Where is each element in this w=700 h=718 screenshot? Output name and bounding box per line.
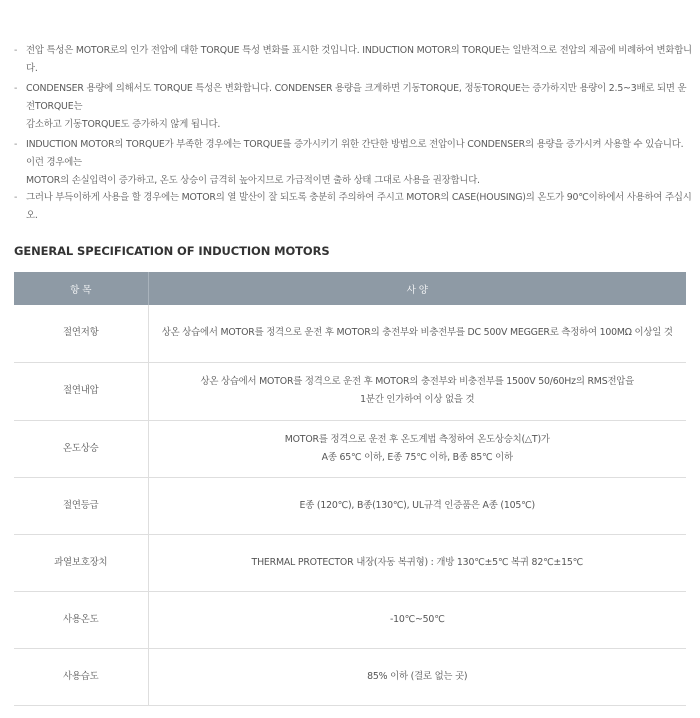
table-row <box>14 362 686 420</box>
row-label: 절연내압 <box>14 362 148 420</box>
row-value-line: 85% 이하 (결로 없는 곳) <box>367 670 468 682</box>
bullet-dash: - <box>14 139 18 150</box>
row-value-line: E종 (120℃), B종(130℃), UL규격 인증품은 A종 (105℃) <box>299 499 535 511</box>
note-text: 전압 특성은 MOTOR로의 인가 전압에 대한 TORQUE 특성 변화를 표시한 것입니다. INDUCTION MOTOR의 TORQUE는 일반적으로 전압의 제곱에 비례하여 변화합니다. <box>26 45 692 74</box>
table-row <box>14 477 686 534</box>
note-text: INDUCTION MOTOR의 TORQUE가 부족한 경우에는 TORQUE를 증가시키기 위한 간단한 방법으로 전압이나 CONDENSER의 용량을 증가시켜 사용할 수 있습니다. 이런 경우에는 <box>26 139 684 168</box>
row-value <box>148 648 686 705</box>
header-item: 항 목 <box>14 272 148 305</box>
header-spec: 사 양 <box>148 272 686 305</box>
note-text: CONDENSER 용량에 의해서도 TORQUE 특성은 변화합니다. CONDENSER 용량을 크게하면 기동TORQUE, 정동TORQUE는 증가하지만 용량이 2.5~3배로 되면 운전TORQUE는 <box>26 83 687 112</box>
note-text: 그러나 부득이하게 사용을 할 경우에는 MOTOR의 열 발산이 잘 되도록 충분히 주의하여 주시고 MOTOR의 CASE(HOUSING)의 온도가 90℃이하에서 사용하여 주십시오. <box>26 192 692 221</box>
note-condenser <box>0 80 700 134</box>
row-value-line: THERMAL PROTECTOR 내장(자동 복귀형) : 개방 130℃±5℃ 복귀 82℃±15℃ <box>251 556 583 568</box>
row-label: 절연등급 <box>14 477 148 534</box>
note-text: MOTOR의 손실입력이 증가하고, 온도 상승이 급격히 높아지므로 가급적이면 출하 상태 그대로 사용을 권장합니다. <box>26 175 480 186</box>
row-value <box>148 591 686 648</box>
note-case-temp <box>0 189 700 225</box>
row-value-line: 상온 상습에서 MOTOR를 정격으로 운전 후 MOTOR의 충전부와 비충전부를 DC 500V MEGGER로 측정하여 100MΩ 이상일 것 <box>161 327 673 339</box>
table-row <box>14 591 686 648</box>
row-value-line: -10℃~50℃ <box>389 613 445 625</box>
row-label: 과열보호장치 <box>14 534 148 591</box>
row-value-line: A종 65℃ 이하, E종 75℃ 이하, B종 85℃ 이하 <box>321 451 513 463</box>
section-title: GENERAL SPECIFICATION OF INDUCTION MOTORS <box>14 244 330 258</box>
table-row <box>14 420 686 477</box>
bullet-dash: - <box>14 192 18 203</box>
row-value <box>148 477 686 534</box>
table-row <box>14 648 686 705</box>
bullet-dash: - <box>14 45 18 56</box>
table-row <box>14 305 686 362</box>
row-value <box>148 420 686 477</box>
row-label: 온도상승 <box>14 420 148 477</box>
row-value-line: MOTOR를 정격으로 운전 후 온도계법 측정하여 온도상승치(△T)가 <box>284 433 550 445</box>
spec-table <box>14 272 686 706</box>
row-label: 사용온도 <box>14 591 148 648</box>
note-voltage <box>0 42 700 78</box>
row-value <box>148 534 686 591</box>
row-value-line: 상온 상습에서 MOTOR를 정격으로 운전 후 MOTOR의 충전부와 비충전부를 1500V 50/60Hz의 RMS전압을 <box>200 376 635 387</box>
table-header-row <box>14 272 686 305</box>
row-value <box>148 305 686 362</box>
row-label: 절연저항 <box>14 305 148 362</box>
bullet-dash: - <box>14 83 18 94</box>
table-row <box>14 534 686 591</box>
note-text: 감소하고 기동TORQUE도 증가하지 않게 됩니다. <box>26 119 221 130</box>
note-torque <box>0 136 700 190</box>
row-value-line: 1분간 인가하여 이상 없을 것 <box>360 394 475 405</box>
row-value <box>148 362 686 420</box>
row-label: 사용습도 <box>14 648 148 705</box>
